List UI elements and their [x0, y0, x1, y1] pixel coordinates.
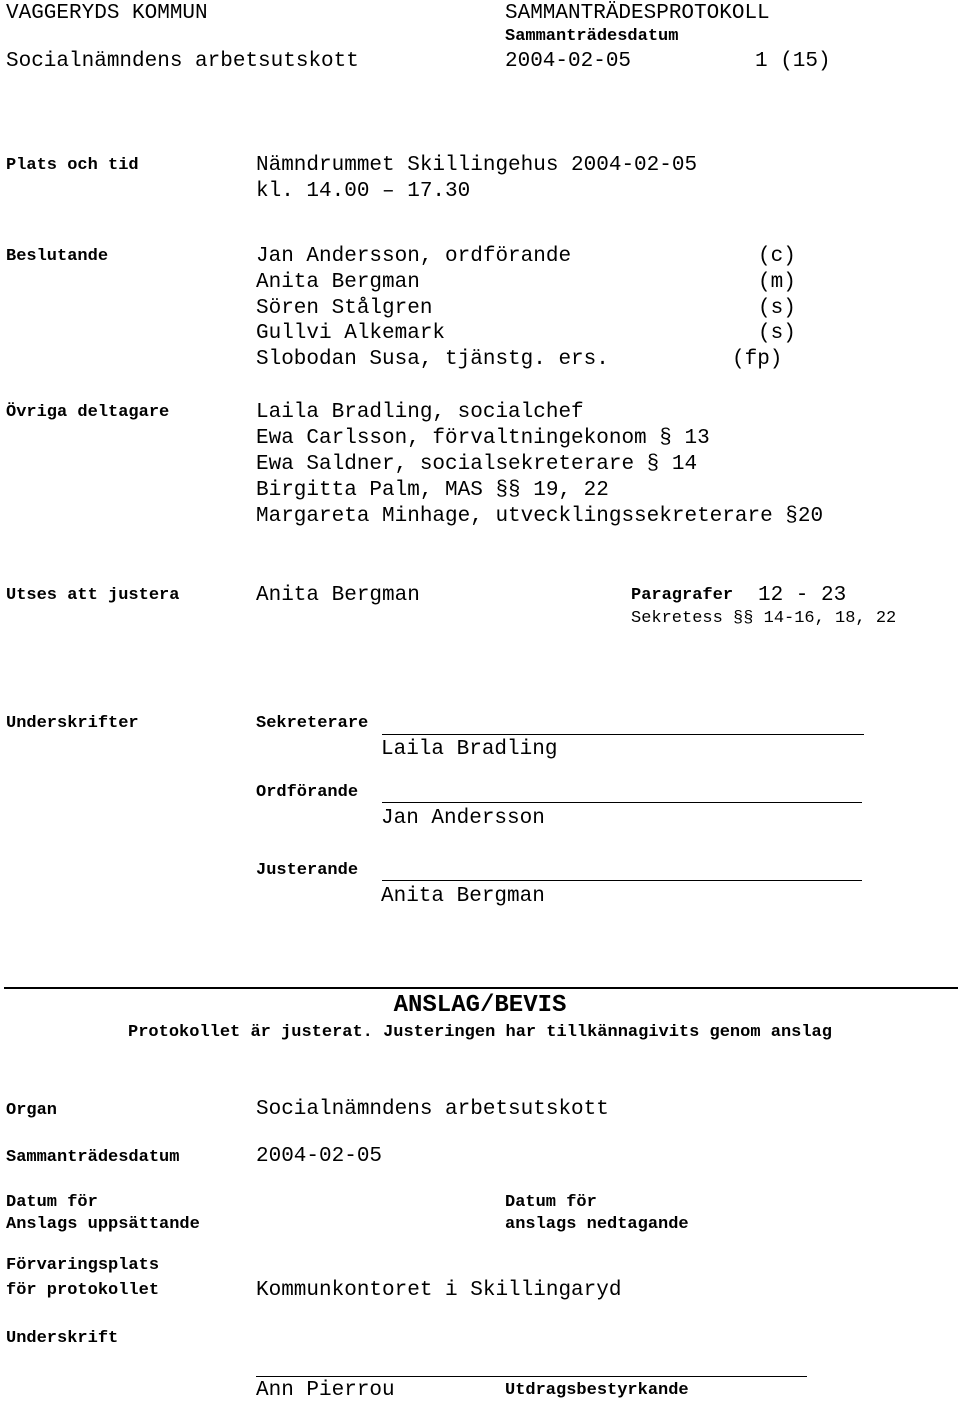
chair-name: Jan Andersson	[381, 807, 545, 830]
place-time-line2: kl. 14.00 – 17.30	[256, 180, 471, 203]
adjust-label: Utses att justera	[6, 586, 180, 605]
secretary-name: Laila Bradling	[381, 738, 558, 761]
adjuster-signature-line	[382, 880, 862, 881]
participant-line: Margareta Minhage, utvecklingssekreterare §20	[256, 505, 824, 528]
page-number: 1 (15)	[755, 50, 831, 73]
posting-date-label: Datum för	[6, 1193, 98, 1212]
member-name: Slobodan Susa, tjänstg. ers.	[256, 348, 609, 371]
signature-line	[256, 1376, 807, 1377]
member-name: Sören Stålgren	[256, 297, 433, 320]
member-party: (s)	[758, 322, 796, 345]
notice-subtitle: Protokollet är justerat. Justeringen har tillkännagivits genom anslag	[128, 1023, 832, 1042]
notice-title: ANSLAG/BEVIS	[393, 992, 567, 1019]
storage-label-2: för protokollet	[6, 1281, 160, 1300]
notice-date-label: Sammanträdesdatum	[6, 1148, 180, 1167]
participant-line: Ewa Carlsson, förvaltningekonom § 13	[256, 427, 710, 450]
adjuster-sign-label: Justerande	[256, 861, 359, 880]
certified-label: Utdragsbestyrkande	[505, 1381, 689, 1400]
place-time-line1: Nämndrummet Skillingehus 2004-02-05	[256, 154, 698, 177]
member-party: (m)	[758, 271, 796, 294]
member-party: (fp)	[732, 348, 783, 371]
member-name: Anita Bergman	[256, 271, 420, 294]
secretary-label: Sekreterare	[256, 714, 369, 733]
participant-line: Ewa Saldner, socialsekreterare § 14	[256, 453, 698, 476]
adjuster-name: Anita Bergman	[256, 584, 420, 607]
posting-date-label-2: Anslags uppsättande	[6, 1215, 200, 1234]
member-party: (s)	[758, 297, 796, 320]
meeting-date: 2004-02-05	[505, 50, 632, 73]
organ-value: Socialnämndens arbetsutskott	[256, 1098, 609, 1121]
chair-signature-line	[382, 802, 862, 803]
meeting-date-label: Sammanträdesdatum	[505, 27, 679, 46]
member-name: Gullvi Alkemark	[256, 322, 446, 345]
deciding-label: Beslutande	[6, 247, 109, 266]
section-divider	[4, 987, 958, 989]
member-party: (c)	[758, 245, 796, 268]
storage-label: Förvaringsplats	[6, 1256, 160, 1275]
signature-label: Underskrift	[6, 1329, 119, 1348]
others-label: Övriga deltagare	[6, 403, 170, 422]
signatures-label: Underskrifter	[6, 714, 139, 733]
removal-date-label-2: anslags nedtagande	[505, 1215, 689, 1234]
secretary-signature-line	[382, 734, 864, 735]
paragraphs-label: Paragrafer	[631, 586, 734, 605]
notice-date: 2004-02-05	[256, 1145, 383, 1168]
committee-name: Socialnämndens arbetsutskott	[6, 50, 359, 73]
place-time-label: Plats och tid	[6, 156, 139, 175]
removal-date-label: Datum för	[505, 1193, 597, 1212]
signer-name: Ann Pierrou	[256, 1379, 395, 1402]
paragraphs-range: 12 - 23	[758, 584, 847, 607]
member-name: Jan Andersson, ordförande	[256, 245, 572, 268]
document-type: SAMMANTRÄDESPROTOKOLL	[505, 2, 770, 25]
storage-value: Kommunkontoret i Skillingaryd	[256, 1279, 622, 1302]
chair-label: Ordförande	[256, 783, 359, 802]
participant-line: Laila Bradling, socialchef	[256, 401, 584, 424]
adjuster-sign-name: Anita Bergman	[381, 885, 545, 908]
secrecy-note: Sekretess §§ 14-16, 18, 22	[631, 609, 897, 628]
municipality-name: VAGGERYDS KOMMUN	[6, 2, 208, 25]
participant-line: Birgitta Palm, MAS §§ 19, 22	[256, 479, 609, 502]
organ-label: Organ	[6, 1101, 58, 1120]
